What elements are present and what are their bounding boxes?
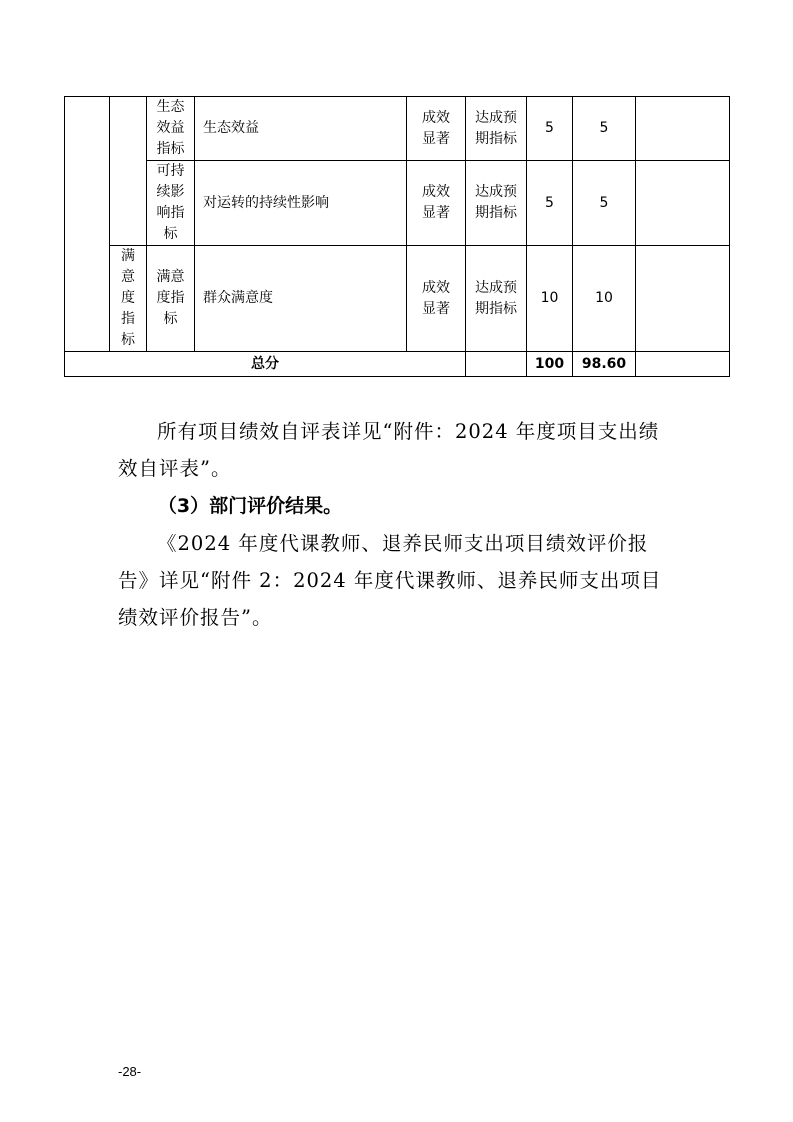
status-cell: 达成预期指标 (466, 97, 527, 161)
total-score: 98.60 (573, 352, 636, 377)
score-cell: 5 (573, 97, 636, 161)
content-cell: 群众满意度 (195, 246, 407, 352)
section-heading: （3）部门评价结果。 (157, 495, 343, 517)
status-cell: 达成预期指标 (466, 246, 527, 352)
total-label: 总分 (65, 352, 466, 377)
sub-indicator-cell: 满意度指标 (147, 246, 195, 352)
performance-table (64, 96, 730, 377)
table-row (65, 161, 730, 246)
total-row (65, 352, 730, 377)
nature-cell: 成效显著 (407, 97, 466, 161)
level1-cell (65, 97, 110, 352)
paragraph-evaluation-report: 《2024 年度代课教师、退养民师支出项目绩效评价报告》详见“附件 2：2024 年度代课教师、退养民师支出项目绩效评价报告”。 (118, 532, 662, 629)
note-cell (636, 161, 730, 246)
content-cell: 生态效益 (195, 97, 407, 161)
paragraph-attachment-note: 所有项目绩效自评表详见“附件：2024 年度项目支出绩效自评表”。 (118, 420, 660, 480)
page-number: -28- (118, 1064, 142, 1079)
group-indicator-cell: 满意度指标 (110, 246, 147, 352)
status-cell: 达成预期指标 (466, 161, 527, 246)
score-cell: 10 (573, 246, 636, 352)
table-row (65, 97, 730, 161)
full-score-cell: 10 (527, 246, 573, 352)
level2-cell (110, 97, 147, 246)
total-full-score: 100 (527, 352, 573, 377)
nature-cell: 成效显著 (407, 246, 466, 352)
full-score-cell: 5 (527, 97, 573, 161)
note-cell (636, 97, 730, 161)
total-empty-cell (466, 352, 527, 377)
full-score-cell: 5 (527, 161, 573, 246)
sub-indicator-cell: 可持续影响指标 (147, 161, 195, 246)
content-cell: 对运转的持续性影响 (195, 161, 407, 246)
sub-indicator-cell: 生态效益指标 (147, 97, 195, 161)
nature-cell: 成效显著 (407, 161, 466, 246)
note-cell (636, 246, 730, 352)
table-row (65, 246, 730, 352)
score-cell: 5 (573, 161, 636, 246)
total-note-cell (636, 352, 730, 377)
